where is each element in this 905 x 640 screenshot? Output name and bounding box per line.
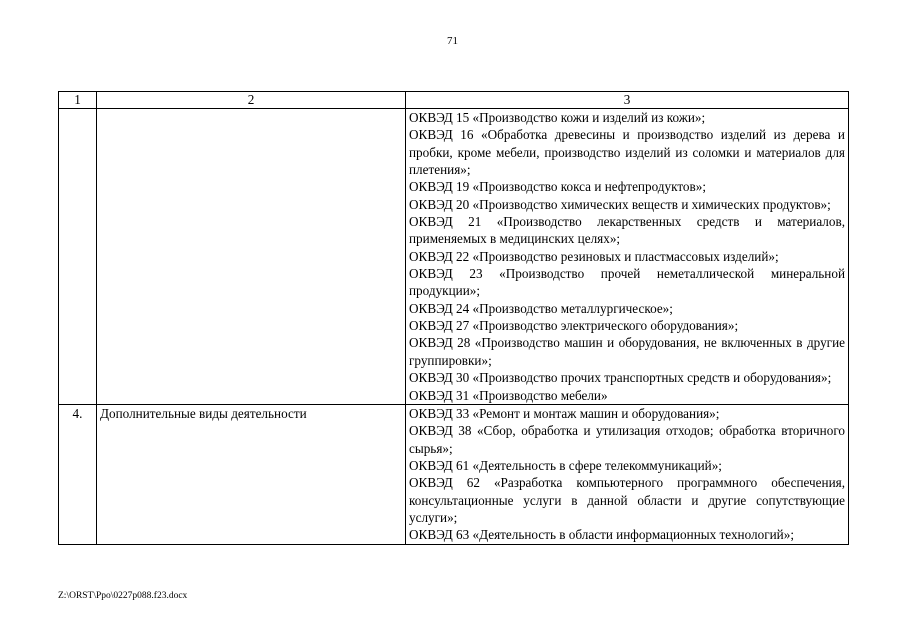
- column-header-2: 2: [97, 92, 406, 109]
- okved-code-entry: ОКВЭД 15 «Производство кожи и изделий из кожи»;: [409, 110, 706, 125]
- table-body: [59, 109, 849, 545]
- column-header-1: 1: [59, 92, 97, 109]
- okved-code-entry: ОКВЭД 30 «Производство прочих транспортных средств и оборудования»;: [409, 370, 832, 386]
- okved-code-entry: ОКВЭД 22 «Производство резиновых и пластмассовых изделий»;: [409, 248, 779, 264]
- table-row: [59, 404, 849, 544]
- okved-code-entry: ОКВЭД 63 «Деятельность в области информационных технологий»;: [409, 527, 794, 543]
- row-number-cell: 4.: [59, 404, 97, 544]
- okved-code-entry: ОКВЭД 24 «Производство металлургическое»;: [409, 300, 673, 316]
- okved-code-entry: ОКВЭД 23 «Производство прочей неметаллической минеральной продукции»;: [409, 266, 845, 299]
- okved-codes-cell: [406, 404, 849, 544]
- row-number-cell: [59, 109, 97, 405]
- activity-cell: [97, 109, 406, 405]
- okved-code-entry: ОКВЭД 61 «Деятельность в сфере телекоммуникаций»;: [409, 457, 722, 473]
- okved-code-entry: ОКВЭД 38 «Сбор, обработка и утилизация отходов; обработка вторичного сырья»;: [409, 423, 845, 456]
- okved-code-entry: ОКВЭД 20 «Производство химических веществ и химических продуктов»;: [409, 196, 831, 212]
- column-header-3: 3: [406, 92, 849, 109]
- table-header-row: [59, 92, 849, 109]
- activity-cell: Дополнительные виды деятельности: [97, 404, 406, 544]
- okved-code-entry: ОКВЭД 28 «Производство машин и оборудования, не включенных в другие группировки»;: [409, 335, 845, 368]
- page-number: 71: [447, 35, 458, 47]
- activities-table: [58, 91, 849, 545]
- okved-code-entry: ОКВЭД 62 «Разработка компьютерного программного обеспечения, консультационные услуги в данной области и другие сопутствующие услуги»;: [409, 475, 845, 525]
- okved-code-entry: ОКВЭД 31 «Производство мебели»: [409, 387, 608, 403]
- okved-code-entry: ОКВЭД 16 «Обработка древесины и производство изделий из дерева и пробки, кроме мебели, производство изделий из соломки и материалов для плетения»;: [409, 127, 845, 178]
- okved-code-entry: ОКВЭД 27 «Производство электрического оборудования»;: [409, 318, 739, 334]
- okved-code-entry: ОКВЭД 33 «Ремонт и монтаж машин и оборудования»;: [409, 405, 720, 421]
- file-path-footer: Z:\ORST\Ppo\0227p088.f23.docx: [58, 591, 188, 601]
- okved-code-entry: ОКВЭД 21 «Производство лекарственных средств и материалов, применяемых в медицинских целях»;: [409, 214, 845, 247]
- okved-code-entry: ОКВЭД 19 «Производство кокса и нефтепродуктов»;: [409, 179, 706, 195]
- okved-codes-cell: [406, 109, 849, 405]
- table-row: [59, 109, 849, 405]
